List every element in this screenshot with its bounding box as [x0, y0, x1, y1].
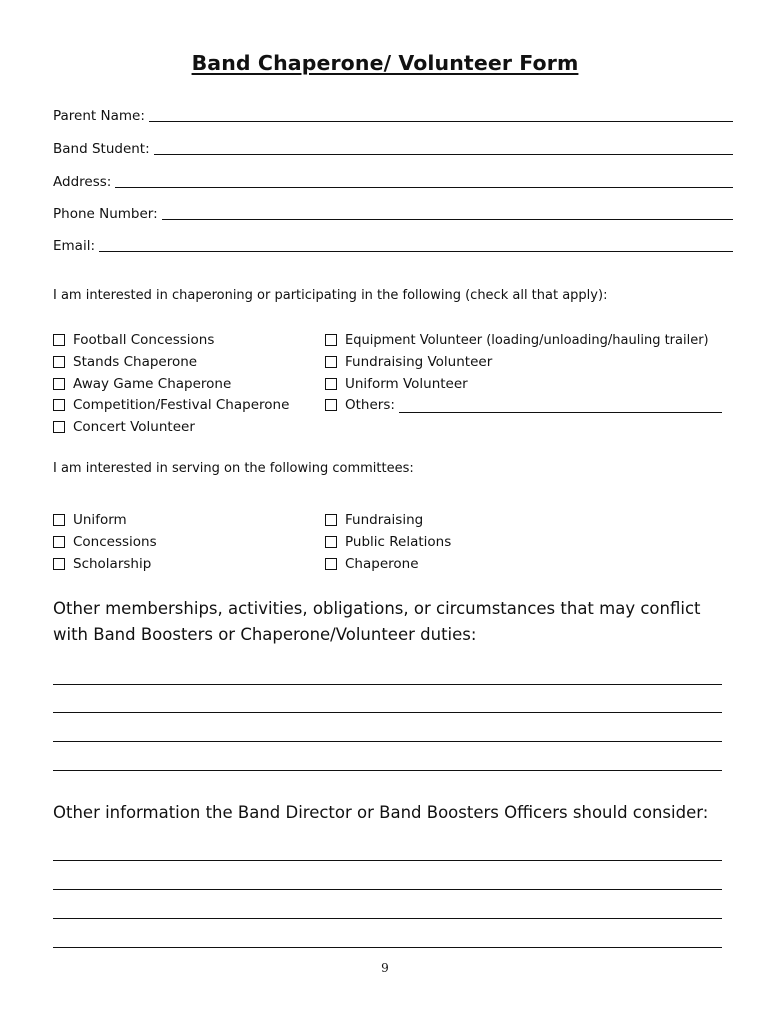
- checkbox-label: Football Concessions: [73, 332, 215, 348]
- checkbox-label: Concert Volunteer: [73, 419, 195, 435]
- parent-name-line[interactable]: [149, 105, 733, 122]
- checkbox-box[interactable]: [53, 378, 65, 390]
- checkbox-box[interactable]: [53, 536, 65, 548]
- checkbox-concessions[interactable]: [53, 532, 157, 552]
- checkbox-box[interactable]: [325, 514, 337, 526]
- checkbox-label: Others:: [345, 397, 395, 413]
- checkbox-box[interactable]: [53, 558, 65, 570]
- email-field[interactable]: [53, 232, 733, 254]
- phone-number-label: Phone Number:: [53, 206, 158, 222]
- other-info-line[interactable]: [53, 947, 722, 948]
- checkbox-fundraising[interactable]: [325, 510, 423, 530]
- checkbox-box[interactable]: [53, 334, 65, 346]
- checkbox-box[interactable]: [325, 334, 337, 346]
- other-info-line[interactable]: [53, 918, 722, 919]
- checkbox-box[interactable]: [53, 421, 65, 433]
- email-label: Email:: [53, 238, 96, 254]
- conflicts-prompt: Other memberships, activities, obligations, or circumstances that may conflict with Band Boosters or Chaperone/Volunteer duties:: [53, 599, 701, 644]
- checkbox-label: Uniform: [73, 512, 127, 528]
- checkbox-equipment-volunteer[interactable]: [325, 330, 709, 350]
- page-number: 9: [381, 961, 389, 975]
- checkbox-label: Scholarship: [73, 556, 152, 572]
- checkbox-uniform-volunteer[interactable]: [325, 374, 468, 394]
- email-line[interactable]: [99, 235, 733, 252]
- checkbox-competition-festival-chaperone[interactable]: [53, 395, 289, 415]
- checkbox-label: Chaperone: [345, 556, 419, 572]
- address-line[interactable]: [115, 171, 733, 188]
- checkbox-label: Concessions: [73, 534, 157, 550]
- band-student-field[interactable]: [53, 135, 733, 157]
- conflicts-line[interactable]: [53, 770, 722, 771]
- checkbox-box[interactable]: [325, 356, 337, 368]
- conflicts-line[interactable]: [53, 712, 722, 713]
- parent-name-label: Parent Name:: [53, 108, 145, 124]
- checkbox-box[interactable]: [53, 514, 65, 526]
- checkbox-label: Uniform Volunteer: [345, 376, 468, 392]
- checkbox-away-game-chaperone[interactable]: [53, 374, 231, 394]
- committee-intro: I am interested in serving on the following committees:: [53, 461, 414, 476]
- checkbox-concert-volunteer[interactable]: [53, 417, 195, 437]
- checkbox-box[interactable]: [325, 399, 337, 411]
- band-student-line[interactable]: [154, 138, 733, 155]
- form-title: Band Chaperone/ Volunteer Form: [191, 51, 579, 75]
- checkbox-label: Equipment Volunteer (loading/unloading/hauling trailer): [345, 332, 709, 348]
- phone-number-line[interactable]: [162, 203, 733, 220]
- checkbox-public-relations[interactable]: [325, 532, 451, 552]
- address-field[interactable]: [53, 168, 733, 190]
- checkbox-uniform[interactable]: [53, 510, 127, 530]
- checkbox-box[interactable]: [53, 356, 65, 368]
- address-label: Address:: [53, 174, 112, 190]
- band-student-label: Band Student:: [53, 141, 150, 157]
- checkbox-scholarship[interactable]: [53, 554, 151, 574]
- checkbox-chaperone[interactable]: [325, 554, 419, 574]
- checkbox-box[interactable]: [325, 536, 337, 548]
- checkbox-fundraising-volunteer[interactable]: [325, 352, 492, 372]
- other-info-line[interactable]: [53, 860, 722, 861]
- checkbox-others[interactable]: [325, 395, 722, 415]
- conflicts-line[interactable]: [53, 741, 722, 742]
- interest-intro: I am interested in chaperoning or participating in the following (check all that apply):: [53, 288, 608, 303]
- others-line[interactable]: [399, 398, 722, 413]
- other-info-line[interactable]: [53, 889, 722, 890]
- checkbox-label: Fundraising Volunteer: [345, 354, 493, 370]
- checkbox-box[interactable]: [325, 558, 337, 570]
- phone-number-field[interactable]: [53, 200, 733, 222]
- checkbox-label: Public Relations: [345, 534, 452, 550]
- checkbox-box[interactable]: [325, 378, 337, 390]
- other-info-prompt: Other information the Band Director or Band Boosters Officers should consider:: [53, 803, 709, 822]
- checkbox-label: Away Game Chaperone: [73, 376, 232, 392]
- parent-name-field[interactable]: [53, 102, 733, 124]
- checkbox-football-concessions[interactable]: [53, 330, 214, 350]
- checkbox-label: Stands Chaperone: [73, 354, 198, 370]
- checkbox-label: Competition/Festival Chaperone: [73, 397, 290, 413]
- checkbox-stands-chaperone[interactable]: [53, 352, 197, 372]
- checkbox-label: Fundraising: [345, 512, 424, 528]
- conflicts-line[interactable]: [53, 684, 722, 685]
- checkbox-box[interactable]: [53, 399, 65, 411]
